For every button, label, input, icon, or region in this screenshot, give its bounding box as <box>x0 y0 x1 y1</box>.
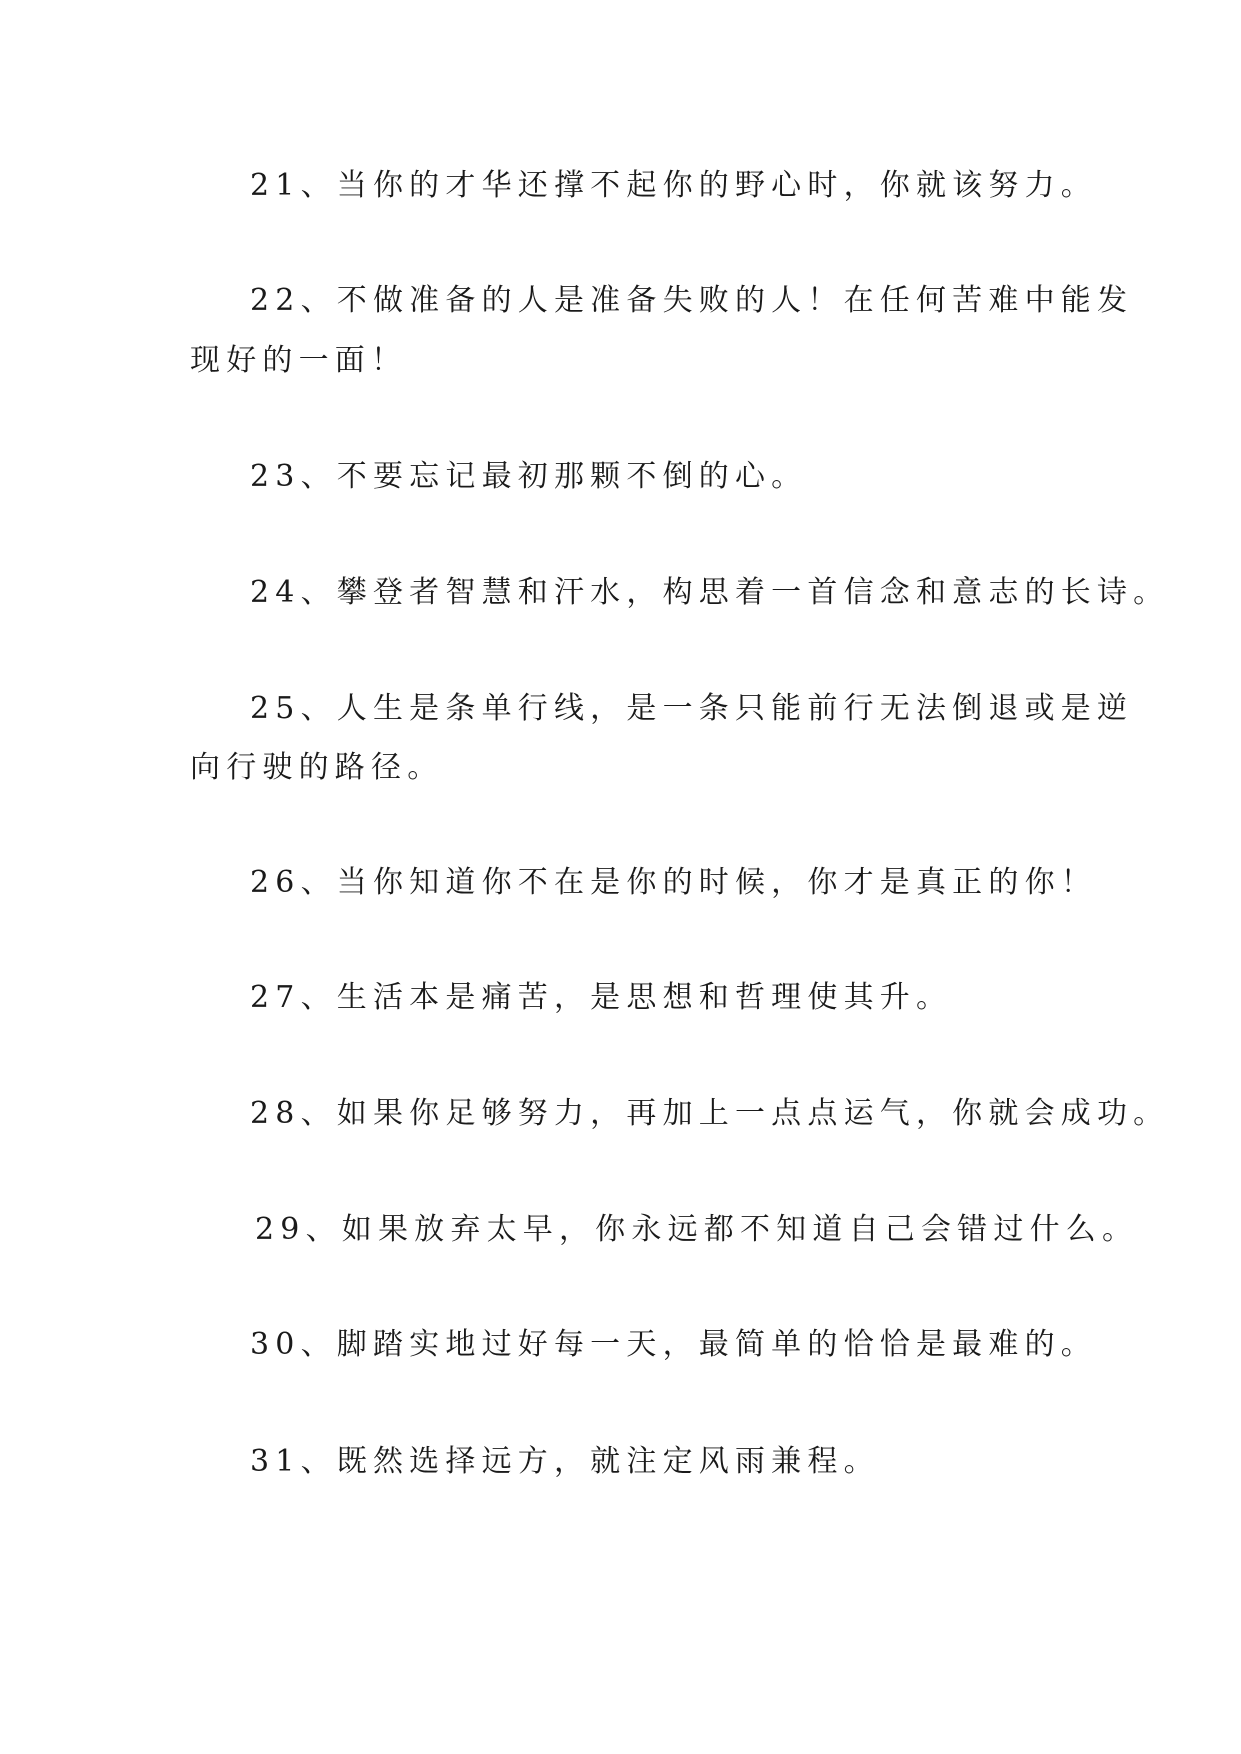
quote-25-line-2: 向行驶的路径。 <box>190 750 444 785</box>
quote-24: 24、攀登者智慧和汗水，构思着一首信念和意志的长诗。 <box>250 575 1170 610</box>
quote-26: 26、当你知道你不在是你的时候，你才是真正的你！ <box>250 865 1097 900</box>
quote-22-line-2: 现好的一面！ <box>190 343 408 378</box>
quote-22-line-1: 22、不做准备的人是准备失败的人！在任何苦难中能发 <box>250 283 1134 318</box>
quote-29: 29、如果放弃太早，你永远都不知道自己会错过什么。 <box>255 1212 1139 1247</box>
quote-31: 31、既然选择远方，就注定风雨兼程。 <box>250 1444 880 1479</box>
quote-30: 30、脚踏实地过好每一天，最简单的恰恰是最难的。 <box>250 1327 1097 1362</box>
quote-25-line-1: 25、人生是条单行线，是一条只能前行无法倒退或是逆 <box>250 691 1134 726</box>
quote-23: 23、不要忘记最初那颗不倒的心。 <box>250 459 808 494</box>
quote-21: 21、当你的才华还撑不起你的野心时，你就该努力。 <box>250 168 1097 203</box>
quote-27: 27、生活本是痛苦，是思想和哲理使其升。 <box>250 980 953 1015</box>
quote-28: 28、如果你足够努力，再加上一点点运气，你就会成功。 <box>250 1096 1170 1131</box>
